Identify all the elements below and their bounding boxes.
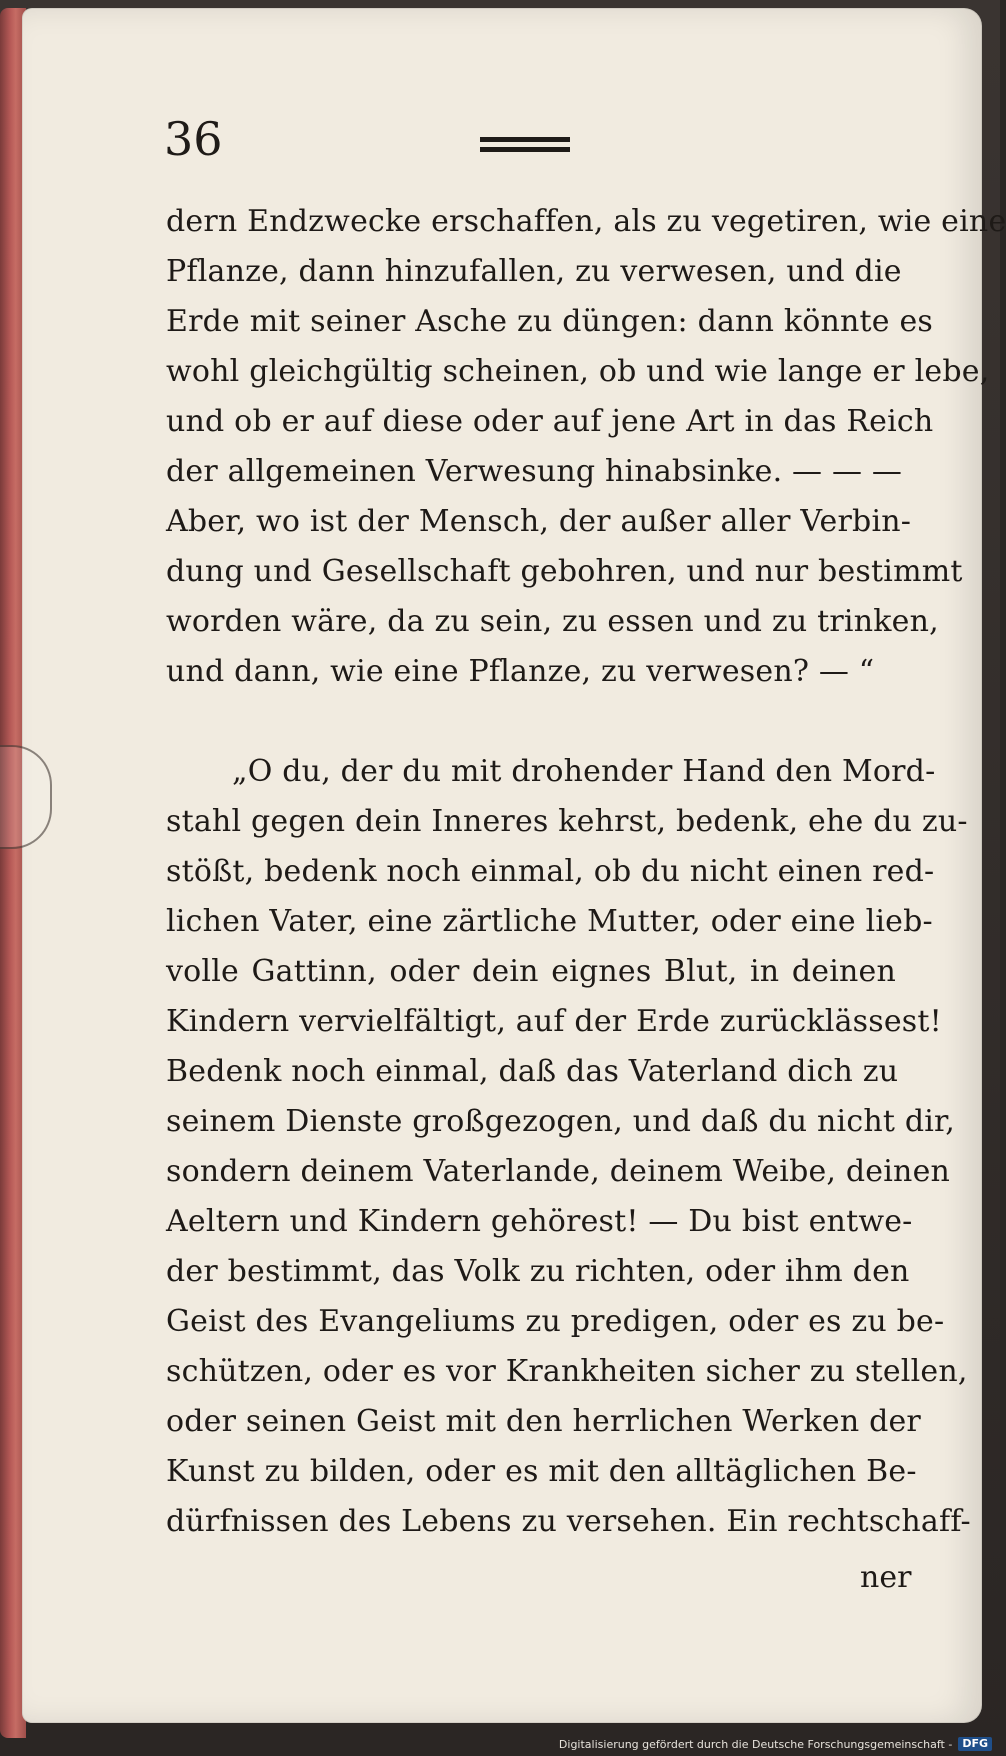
- text-line: sondern deinem Vaterlande, deinem Weibe, deinen: [166, 1154, 951, 1189]
- text-line: Geist des Evangeliums zu predigen, oder es zu be-: [166, 1304, 945, 1339]
- paragraph-gap: [166, 697, 896, 747]
- text-line: worden wäre, da zu sein, zu essen und zu trinken,: [166, 604, 939, 639]
- text-line: und ob er auf diese oder auf jene Art in das Reich: [166, 404, 934, 439]
- funding-credit: Digitalisierung gefördert durch die Deutsche Forschungsgemeinschaft -: [558, 1737, 953, 1751]
- paragraph-1: [166, 197, 1006, 697]
- catchword: ner: [860, 1560, 912, 1595]
- page-number: 36: [164, 112, 223, 166]
- text-line: „O du, der du mit drohender Hand den Mord-: [232, 754, 936, 789]
- text-line: Kindern vervielfältigt, auf der Erde zurücklässest!: [166, 1004, 942, 1039]
- text-line: und dann, wie eine Pflanze, zu verwesen? — “: [166, 654, 875, 689]
- text-line: wohl gleichgültig scheinen, ob und wie lange er lebe,: [166, 354, 990, 389]
- paragraph-2: [166, 747, 971, 1547]
- text-line: dung und Gesellschaft gebohren, und nur bestimmt: [166, 554, 963, 589]
- text-line: volle Gattinn, oder dein eignes Blut, in deinen: [166, 954, 896, 989]
- text-line: Aber, wo ist der Mensch, der außer aller Verbin-: [166, 504, 912, 539]
- text-line: oder seinen Geist mit den herrlichen Werken der: [166, 1404, 921, 1439]
- text-line: der bestimmt, das Volk zu richten, oder ihm den: [166, 1254, 910, 1289]
- text-line: dürfnissen des Lebens zu versehen. Ein rechtschaff-: [166, 1504, 971, 1539]
- text-line: Pflanze, dann hinzufallen, zu verwesen, und die: [166, 254, 902, 289]
- header-rule: [480, 137, 570, 161]
- text-line: stößt, bedenk noch einmal, ob du nicht einen red-: [166, 854, 935, 889]
- dfg-logo: DFG: [958, 1737, 992, 1751]
- text-line: Kunst zu bilden, oder es mit den alltäglichen Be-: [166, 1454, 917, 1489]
- text-line: Erde mit seiner Asche zu düngen: dann könnte es: [166, 304, 934, 339]
- text-line: lichen Vater, eine zärtliche Mutter, oder eine lieb-: [166, 904, 933, 939]
- text-line: seinem Dienste großgezogen, und daß du nicht dir,: [166, 1104, 956, 1139]
- text-line: Aeltern und Kindern gehörest! — Du bist entwe-: [166, 1204, 913, 1239]
- text-line: dern Endzwecke erschaffen, als zu vegetiren, wie eine: [166, 204, 1006, 239]
- digitization-footer: [559, 1735, 992, 1753]
- text-line: schützen, oder es vor Krankheiten sicher zu stellen,: [166, 1354, 968, 1389]
- text-line: stahl gegen dein Inneres kehrst, bedenk, ehe du zu-: [166, 804, 968, 839]
- page-text: [166, 197, 1006, 1547]
- text-line: der allgemeinen Verwesung hinabsinke. — — —: [166, 454, 903, 489]
- text-line: Bedenk noch einmal, daß das Vaterland dich zu: [166, 1054, 899, 1089]
